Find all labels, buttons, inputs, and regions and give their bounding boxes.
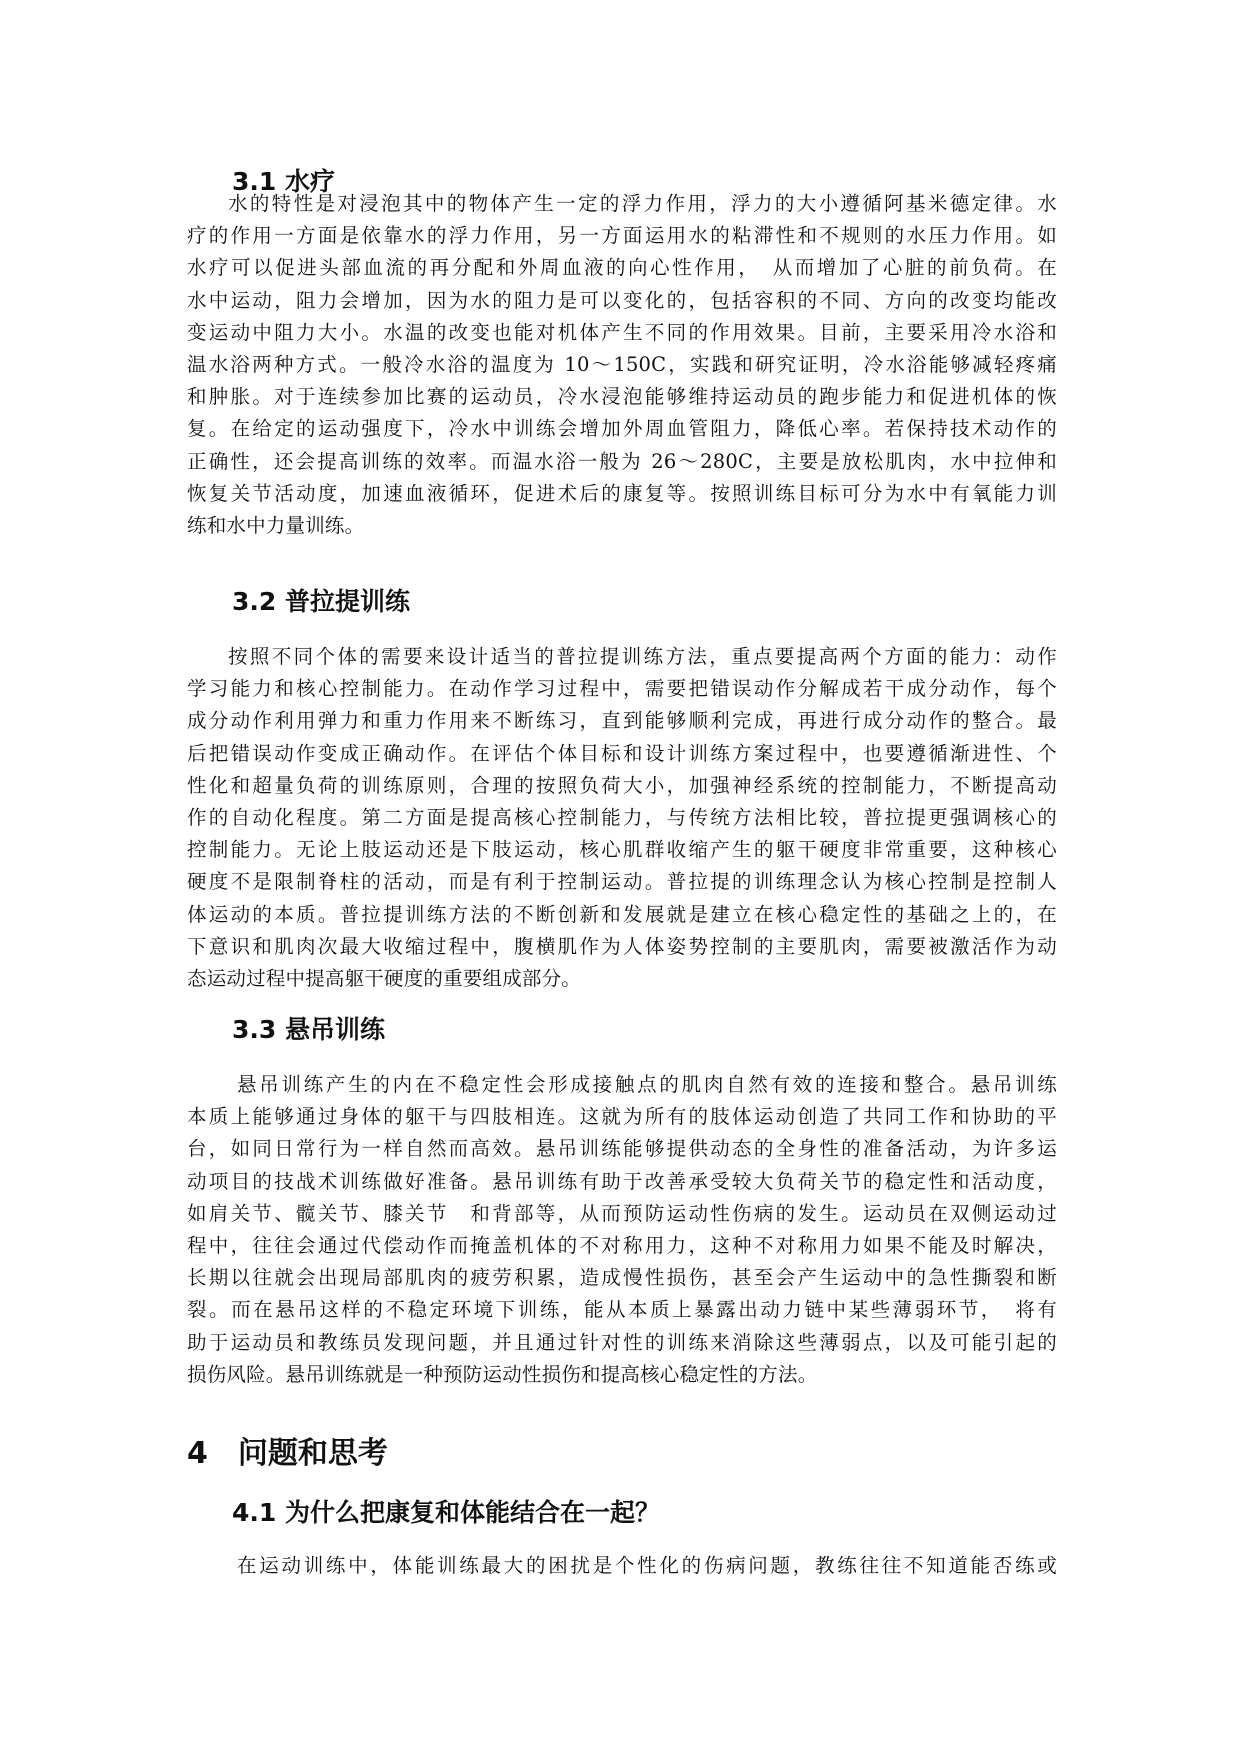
text-line: 正确性，还会提高训练的效率。而温水浴一般为 26～280C，主要是放松肌肉，水中拉伸和 xyxy=(187,449,1057,473)
section-heading-3-2: 3.2 普拉提训练 xyxy=(232,587,410,616)
text-line: 按照不同个体的需要来设计适当的普拉提训练方法，重点要提高两个方面的能力：动作 xyxy=(228,645,1057,668)
text-line: 练和水中力量训练。 xyxy=(187,513,365,537)
text-line: 控制能力。无论上肢运动还是下肢运动，核心肌群收缩产生的躯干硬度非常重要，这种核心 xyxy=(187,838,1057,862)
text-line: 硬度不是限制脊柱的活动，而是有利于控制运动。普拉提的训练理念认为核心控制是控制人 xyxy=(187,870,1057,894)
text-line: 温水浴两种方式。一般冷水浴的温度为 10～150C，实践和研究证明，冷水浴能够减轻疼痛 xyxy=(187,352,1057,376)
text-line: 悬吊训练产生的内在不稳定性会形成接触点的肌肉自然有效的连接和整合。悬吊训练 xyxy=(237,1073,1057,1096)
chapter-heading-4: 4 问题和思考 xyxy=(187,1436,388,1471)
section-heading-3-3: 3.3 悬吊训练 xyxy=(232,1015,385,1044)
text-line: 作的自动化程度。第二方面是提高核心控制能力，与传统方法相比较，普拉提更强调核心的 xyxy=(187,805,1057,829)
text-line: 后把错误动作变成正确动作。在评估个体目标和设计训练方案过程中，也要遵循渐进性、个 xyxy=(187,741,1057,765)
text-line: 水的特性是对浸泡其中的物体产生一定的浮力作用，浮力的大小遵循阿基米德定律。水 xyxy=(228,192,1057,215)
section-paragraph-3-3 xyxy=(187,1069,1057,1391)
section-heading-4-1: 4.1 为什么把康复和体能结合在一起？ xyxy=(232,1498,660,1527)
section-paragraph-4-1 xyxy=(187,1550,1057,1582)
text-line: 恢复关节活动度，加速血液循环，促进术后的康复等。按照训练目标可分为水中有氧能力训 xyxy=(187,481,1057,505)
text-line: 程中，往往会通过代偿动作而掩盖机体的不对称用力，这种不对称用力如果不能及时解决， xyxy=(187,1233,1057,1257)
text-line: 疗的作用一方面是依靠水的浮力作用，另一方面运用水的粘滞性和不规则的水压力作用。如 xyxy=(187,224,1057,248)
text-line: 和肿胀。对于连续参加比赛的运动员，冷水浸泡能够维持运动员的跑步能力和促进机体的恢 xyxy=(187,385,1057,409)
text-line: 裂。而在悬吊这样的不稳定环境下训练，能从本质上暴露出动力链中某些薄弱环节， 将有 xyxy=(187,1298,1057,1322)
section-paragraph-3-1 xyxy=(187,188,1057,542)
text-line: 本质上能够通过身体的躯干与四肢相连。这就为所有的肢体运动创造了共同工作和协助的平 xyxy=(187,1105,1057,1129)
text-line: 变运动中阻力大小。水温的改变也能对机体产生不同的作用效果。目前，主要采用冷水浴和 xyxy=(187,320,1057,344)
text-line: 如肩关节、髋关节、膝关节 和背部等，从而预防运动性伤病的发生。运动员在双侧运动过 xyxy=(187,1201,1057,1225)
text-line: 成分动作利用弹力和重力作用来不断练习，直到能够顺利完成，再进行成分动作的整合。最 xyxy=(187,709,1057,733)
text-line: 动项目的技战术训练做好准备。悬吊训练有助于改善承受较大负荷关节的稳定性和活动度， xyxy=(187,1169,1057,1193)
text-line: 损伤风险。悬吊训练就是一种预防运动性损伤和提高核心稳定性的方法。 xyxy=(187,1362,818,1386)
text-line: 复。在给定的运动强度下，冷水中训练会增加外周血管阻力，降低心率。若保持技术动作的 xyxy=(187,417,1057,441)
text-line: 水中运动，阻力会增加，因为水的阻力是可以变化的，包括容积的不同、方向的改变均能改 xyxy=(187,288,1057,312)
text-line: 台，如同日常行为一样自然而高效。悬吊训练能够提供动态的全身性的准备活动，为许多运 xyxy=(187,1137,1057,1161)
section-paragraph-3-2 xyxy=(187,641,1057,995)
text-line: 水疗可以促进头部血流的再分配和外周血液的向心性作用， 从而增加了心脏的前负荷。在 xyxy=(187,256,1057,280)
text-line: 体运动的本质。普拉提训练方法的不断创新和发展就是建立在核心稳定性的基础之上的，在 xyxy=(187,902,1057,926)
text-line: 在运动训练中，体能训练最大的困扰是个性化的伤病问题，教练往往不知道能否练或 xyxy=(237,1554,1057,1577)
text-line: 性化和超量负荷的训练原则，合理的按照负荷大小，加强神经系统的控制能力，不断提高动 xyxy=(187,773,1057,797)
text-line: 学习能力和核心控制能力。在动作学习过程中，需要把错误动作分解成若干成分动作，每个 xyxy=(187,677,1057,701)
section-heading-3-1: 3.1 水疗 xyxy=(232,167,335,196)
text-line: 态运动过程中提高躯干硬度的重要组成部分。 xyxy=(187,966,582,990)
text-line: 助于运动员和教练员发现问题，并且通过针对性的训练来消除这些薄弱点，以及可能引起的 xyxy=(187,1330,1057,1354)
text-line: 长期以往就会出现局部肌肉的疲劳积累，造成慢性损伤，甚至会产生运动中的急性撕裂和断 xyxy=(187,1266,1057,1290)
text-line: 下意识和肌肉次最大收缩过程中，腹横肌作为人体姿势控制的主要肌肉，需要被激活作为动 xyxy=(187,934,1057,958)
